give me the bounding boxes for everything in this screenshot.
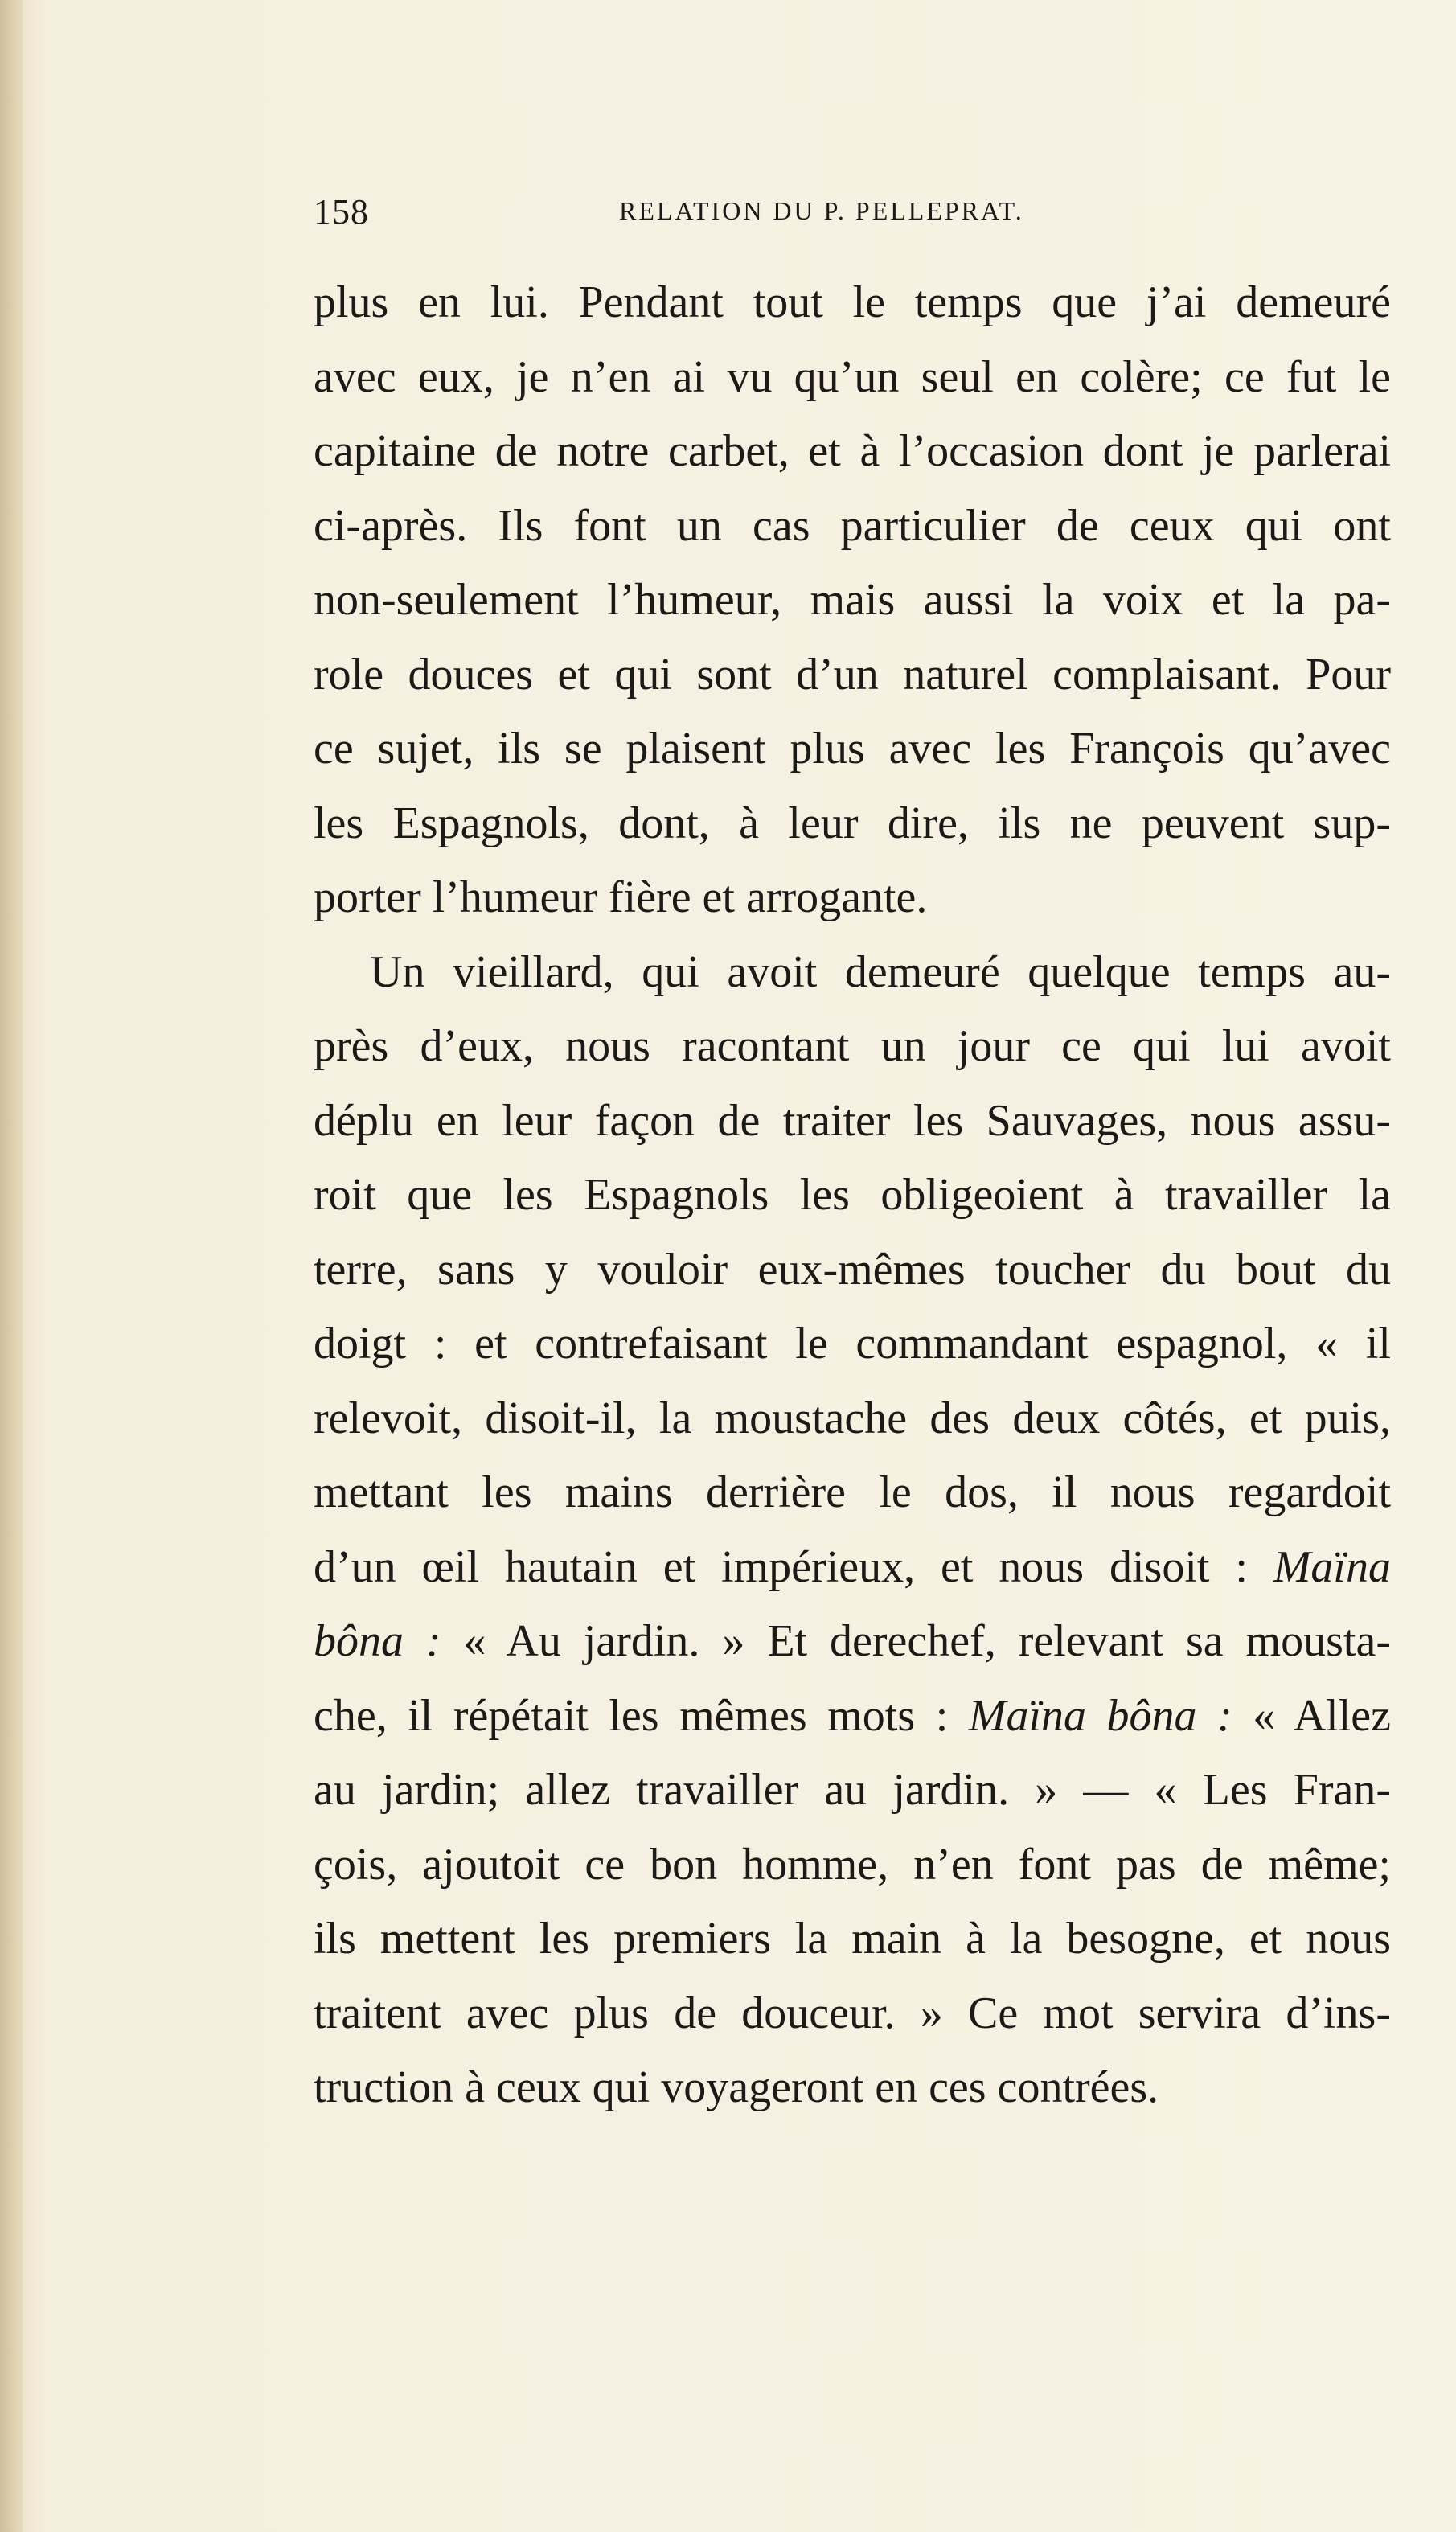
page-binding-edge xyxy=(0,0,23,2532)
text-line: déplu en leur façon de traiter les Sauvages, nous assu- xyxy=(314,1095,1391,1146)
text-line: ce sujet, ils se plaisent plus avec les François qu’avec xyxy=(314,724,1391,774)
text-line xyxy=(314,1530,1391,1605)
text-line: terre, sans y vouloir eux-mêmes toucher du bout du xyxy=(314,1244,1391,1295)
text-segment: « Allez xyxy=(1232,1690,1391,1741)
text-line xyxy=(314,1604,1391,1679)
running-head: RELATION DU P. PELLEPRAT. xyxy=(619,196,1024,225)
italic-text: bôna : xyxy=(314,1616,441,1666)
text-line: avec eux, je n’en ai vu qu’un seul en colère; ce fut le xyxy=(314,351,1391,402)
text-line: relevoit, disoit-il, la moustache des deux côtés, et puis, xyxy=(314,1393,1391,1443)
italic-text: Maïna xyxy=(1273,1541,1391,1592)
text-line: truction à ceux qui voyageront en ces contrées. xyxy=(314,2062,1159,2112)
text-line: au jardin; allez travailler au jardin. » — « Les Fran- xyxy=(314,1765,1391,1815)
text-line: mettant les mains derrière le dos, il nous regardoit xyxy=(314,1467,1391,1517)
text-line: non-seulement l’humeur, mais aussi la voix et la pa- xyxy=(314,575,1391,625)
text-line: roit que les Espagnols les obligeoient à travailler la xyxy=(314,1170,1391,1220)
text-line: traitent avec plus de douceur. » Ce mot servira d’ins- xyxy=(314,1988,1391,2038)
text-line: doigt : et contrefaisant le commandant espagnol, « il xyxy=(314,1319,1391,1369)
text-line: porter l’humeur fière et arrogante. xyxy=(314,872,928,922)
text-line: ils mettent les premiers la main à la besogne, et nous xyxy=(314,1914,1391,1964)
text-line: capitaine de notre carbet, et à l’occasion dont je parlerai xyxy=(314,426,1391,476)
body-text xyxy=(314,265,1391,2125)
text-line: près d’eux, nous racontant un jour ce qui lui avoit xyxy=(314,1021,1391,1071)
text-segment: d’un œil hautain et impérieux, et nous disoit : xyxy=(314,1541,1273,1592)
page-header xyxy=(314,191,1391,240)
text-segment: « Au jardin. » Et derechef, relevant sa mousta- xyxy=(441,1616,1391,1666)
italic-text: Maïna bôna : xyxy=(968,1690,1232,1741)
text-line: role douces et qui sont d’un naturel complaisant. Pour xyxy=(314,649,1391,700)
text-line xyxy=(314,1679,1391,1754)
text-line: Un vieillard, qui avoit demeuré quelque temps au- xyxy=(370,946,1391,997)
text-line: plus en lui. Pendant tout le temps que j’ai demeuré xyxy=(314,277,1391,327)
text-line: les Espagnols, dont, à leur dire, ils ne peuvent sup- xyxy=(314,798,1391,848)
text-line: ci-après. Ils font un cas particulier de ceux qui ont xyxy=(314,500,1391,551)
page-number: 158 xyxy=(314,192,369,232)
text-line: çois, ajoutoit ce bon homme, n’en font pas de même; xyxy=(314,1839,1391,1890)
text-segment: che, il répétait les mêmes mots : xyxy=(314,1690,969,1741)
